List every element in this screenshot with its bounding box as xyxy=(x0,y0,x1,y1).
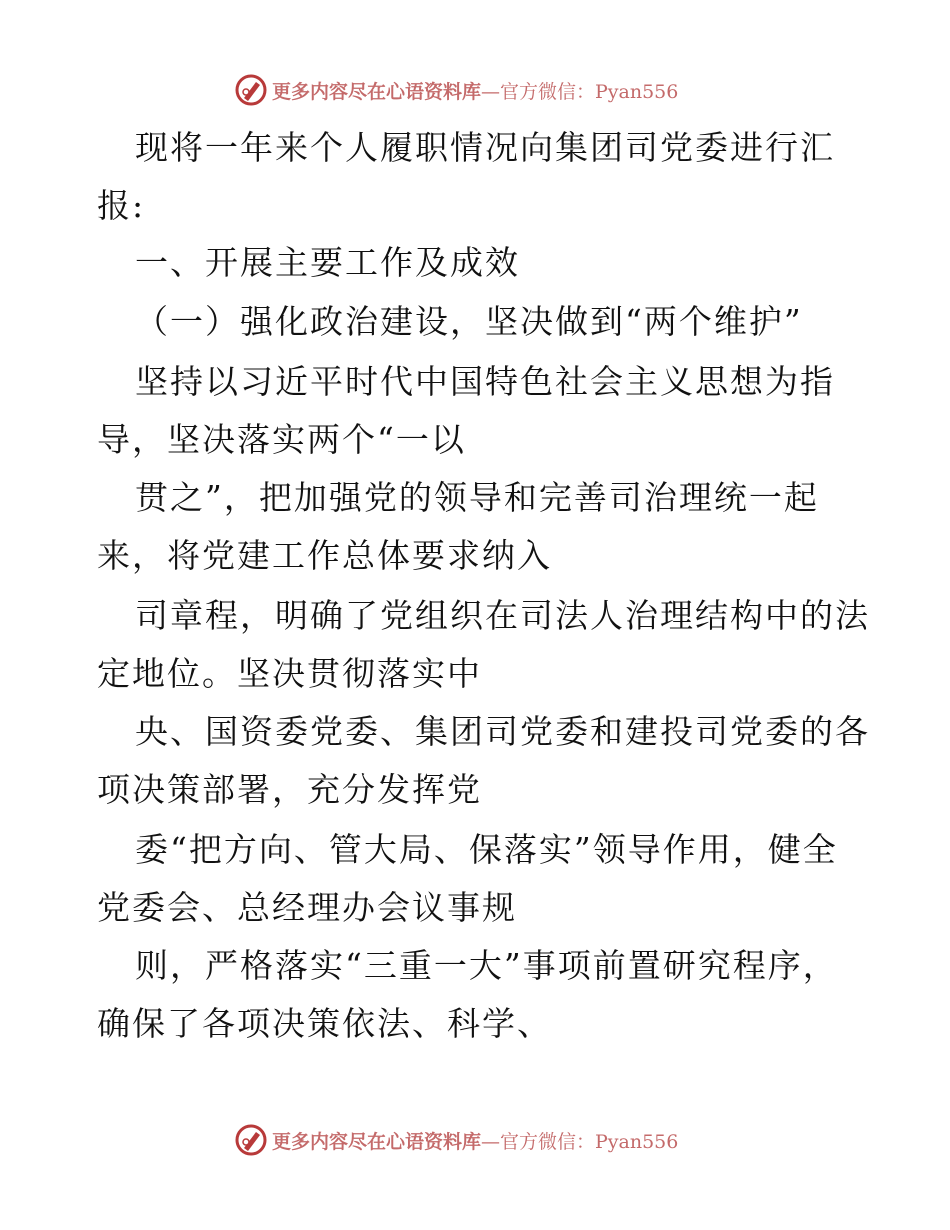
watermark-suffix: —官方微信：Pyan556 xyxy=(481,1130,679,1153)
paragraph-line: 则，严格落实“三重一大”事项前置研究程序， xyxy=(135,946,838,985)
subsection-heading: （一）强化政治建设，坚决做到“两个维护” xyxy=(135,302,803,341)
watermark-text xyxy=(272,77,678,104)
watermark-suffix: —官方微信：Pyan556 xyxy=(481,80,679,103)
paragraph-line: 委“把方向、管大局、保落实”领导作用，健全 xyxy=(135,830,838,869)
paragraph-line: 坚持以习近平时代中国特色社会主义思想为指 xyxy=(135,362,835,401)
paragraph-line: 央、国资委党委、集团司党委和建投司党委的各 xyxy=(135,712,870,751)
paragraph-line: 党委会、总经理办会议事规 xyxy=(97,888,517,927)
paragraph-line: 现将一年来个人履职情况向集团司党委进行汇 xyxy=(135,128,835,167)
paragraph-line: 来，将党建工作总体要求纳入 xyxy=(97,536,552,575)
watermark-main: 更多内容尽在心语资料库 xyxy=(272,1130,482,1153)
pen-nib-seal-icon xyxy=(234,73,268,107)
footer-watermark xyxy=(234,1122,678,1158)
paragraph-line: 导，坚决落实两个“一以 xyxy=(97,420,466,459)
paragraph-line: 报: xyxy=(97,186,146,225)
paragraph-line: 司章程，明确了党组织在司法人治理结构中的法 xyxy=(135,596,870,635)
pen-nib-seal-icon xyxy=(234,1123,268,1157)
watermark-text xyxy=(272,1127,678,1154)
watermark-main: 更多内容尽在心语资料库 xyxy=(272,80,482,103)
paragraph-line: 项决策部署，充分发挥党 xyxy=(97,770,482,809)
header-watermark xyxy=(234,72,678,108)
paragraph-line: 确保了各项决策依法、科学、 xyxy=(97,1004,552,1043)
paragraph-line: 定地位。坚决贯彻落实中 xyxy=(97,654,482,693)
section-heading: 一、开展主要工作及成效 xyxy=(135,243,520,282)
paragraph-line: 贯之”，把加强党的领导和完善司治理统一起 xyxy=(135,478,819,517)
